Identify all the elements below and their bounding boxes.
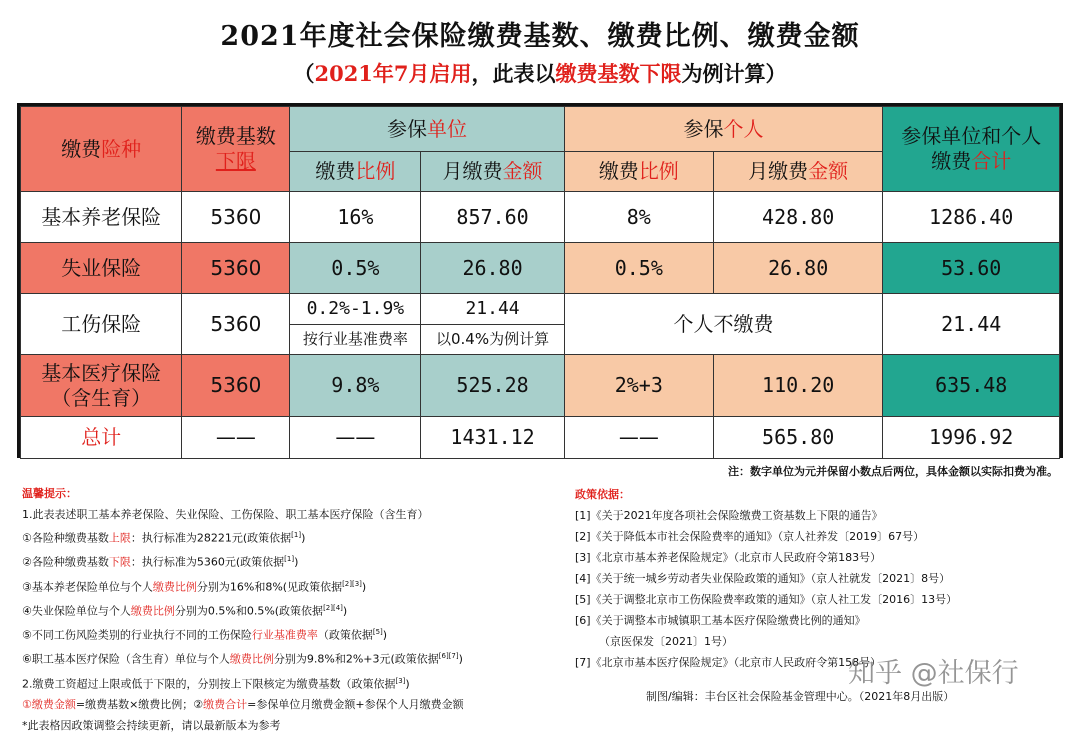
insurance-table xyxy=(17,103,1063,458)
row-personal-amount: 26.80 xyxy=(713,243,882,294)
row-unit-ratio: 0.5% xyxy=(290,243,421,294)
row-unit-ratio-note: 按行业基准费率 xyxy=(290,325,421,355)
header-employer: 参保单位 xyxy=(290,107,564,152)
policy-panel xyxy=(575,484,1065,673)
row-personal-amount: 565.80 xyxy=(713,417,882,459)
policy-heading: 政策依据： xyxy=(575,488,630,501)
header-total: 参保单位和个人 缴费合计 xyxy=(883,107,1060,192)
row-unit-amount: 525.28 xyxy=(421,355,564,417)
watermark: 知乎 @社保行 xyxy=(848,658,1019,689)
row-total: 1996.92 xyxy=(883,417,1060,459)
tips-heading: 温馨提示： xyxy=(22,487,77,500)
row-unit-ratio: 0.2%-1.9% xyxy=(290,294,421,325)
row-name: 基本养老保险 xyxy=(21,192,182,243)
row-name: 失业保险 xyxy=(21,243,182,294)
header-insurance-type: 缴费险种 xyxy=(21,107,182,192)
header-employer-amount: 月缴费金额 xyxy=(421,152,564,192)
policy-item: [6]《关于调整本市城镇职工基本医疗保险缴费比例的通知》 xyxy=(575,614,866,627)
row-personal-ratio: —— xyxy=(564,417,713,459)
table-row xyxy=(21,417,1060,459)
footnote: 注：数字单位为元并保留小数点后两位，具体金额以实际扣费为准。 xyxy=(728,465,1058,478)
row-base: 5360 xyxy=(182,243,290,294)
policy-item: [1]《关于2021年度各项社会保险缴费工资基数上下限的通告》 xyxy=(575,509,883,522)
table-row xyxy=(21,355,1060,417)
subtitle-open: （ xyxy=(293,61,315,86)
table-row xyxy=(21,294,1060,325)
row-unit-amount: 21.44 xyxy=(421,294,564,325)
table-row xyxy=(21,243,1060,294)
row-personal-amount: 428.80 xyxy=(713,192,882,243)
policy-item: （京医保发〔2021〕1号） xyxy=(599,635,733,648)
row-personal-ratio: 8% xyxy=(564,192,713,243)
row-total: 635.48 xyxy=(883,355,1060,417)
row-unit-ratio: 9.8% xyxy=(290,355,421,417)
header-individual: 参保个人 xyxy=(564,107,883,152)
policy-item: [2]《关于降低本市社会保险费率的通知》（京人社养发〔2019〕67号） xyxy=(575,530,925,543)
header-employer-ratio: 缴费比例 xyxy=(290,152,421,192)
tips-line: ②各险种缴费基数下限：执行标准为5360元(政策依据[1]) xyxy=(22,555,299,570)
policy-item: [3]《北京市基本养老保险规定》（北京市人民政府令第183号） xyxy=(575,551,882,564)
row-total: 53.60 xyxy=(883,243,1060,294)
row-unit-amount: 26.80 xyxy=(421,243,564,294)
row-personal-ratio: 0.5% xyxy=(564,243,713,294)
row-personal-merged: 个人不缴费 xyxy=(564,294,883,355)
header-individual-ratio: 缴费比例 xyxy=(564,152,713,192)
subtitle-date: 2021年7月启用 xyxy=(314,61,472,86)
row-personal-amount: 110.20 xyxy=(713,355,882,417)
row-base: 5360 xyxy=(182,294,290,355)
row-name: 工伤保险 xyxy=(21,294,182,355)
subtitle-mid: ，此表以 xyxy=(471,61,556,86)
subtitle-base: 缴费基数下限 xyxy=(555,61,682,86)
credit-line: 制图/编辑：丰台区社会保险基金管理中心。（2021年8月出版） xyxy=(646,690,955,703)
page-title: 2021年度社会保险缴费基数、缴费比例、缴费金额 xyxy=(220,21,860,52)
tips-line: 2.缴费工资超过上限或低于下限的，分别按上下限核定为缴费基数（政策依据[3]) xyxy=(22,676,410,691)
tips-line: ③基本养老保险单位与个人缴费比例分别为16%和8%(见政策依据[2][3]) xyxy=(22,579,367,594)
tips-panel xyxy=(22,484,562,736)
page-subtitle xyxy=(0,58,1080,88)
row-unit-amount: 1431.12 xyxy=(421,417,564,459)
row-base: —— xyxy=(182,417,290,459)
policy-item: [4]《关于统一城乡劳动者失业保险政策的通知》（京人社就发〔2021〕8号） xyxy=(575,572,951,585)
tips-line: *此表格因政策调整会持续更新，请以最新版本为参考 xyxy=(22,718,281,732)
policy-item: [5]《关于调整北京市工伤保险费率政策的通知》（京人社工发〔2016〕13号） xyxy=(575,593,958,606)
tips-line: ①缴费金额=缴费基数×缴费比例；②缴费合计=参保单位月缴费金额+参保个人月缴费金额 xyxy=(22,697,464,711)
tips-line: ④失业保险单位与个人缴费比例分别为0.5%和0.5%(政策依据[2][4]) xyxy=(22,603,348,618)
tips-line: ①各险种缴费基数上限：执行标准为28221元(政策依据[1]) xyxy=(22,531,306,545)
row-name: 总计 xyxy=(21,417,182,459)
header-individual-amount: 月缴费金额 xyxy=(713,152,882,192)
row-base: 5360 xyxy=(182,192,290,243)
tips-line: ⑥职工基本医疗保险（含生育）单位与个人缴费比例分别为9.8%和2%+3元(政策依据[6][7]) xyxy=(22,652,463,667)
tips-line: ⑤不同工伤风险类别的行业执行不同的工伤保险行业基准费率（政策依据[5]) xyxy=(22,628,388,642)
table-row xyxy=(21,192,1060,243)
row-personal-ratio: 2%+3 xyxy=(564,355,713,417)
tips-line: 1.此表表述职工基本养老保险、失业保险、工伤保险、职工基本医疗保险（含生育） xyxy=(22,507,429,521)
row-unit-ratio: —— xyxy=(290,417,421,459)
subtitle-tail: 为例计算） xyxy=(681,61,787,86)
row-total: 21.44 xyxy=(883,294,1060,355)
header-contribution-base: 缴费基数 下限 xyxy=(182,107,290,192)
row-total: 1286.40 xyxy=(883,192,1060,243)
row-base: 5360 xyxy=(182,355,290,417)
row-unit-amount: 857.60 xyxy=(421,192,564,243)
policy-item: [7]《北京市基本医疗保险规定》（北京市人民政府令第158号） xyxy=(575,656,882,669)
row-unit-ratio: 16% xyxy=(290,192,421,243)
row-name: 基本医疗保险 （含生育） xyxy=(21,355,182,417)
row-unit-amount-note: 以0.4%为例计算 xyxy=(421,325,564,355)
